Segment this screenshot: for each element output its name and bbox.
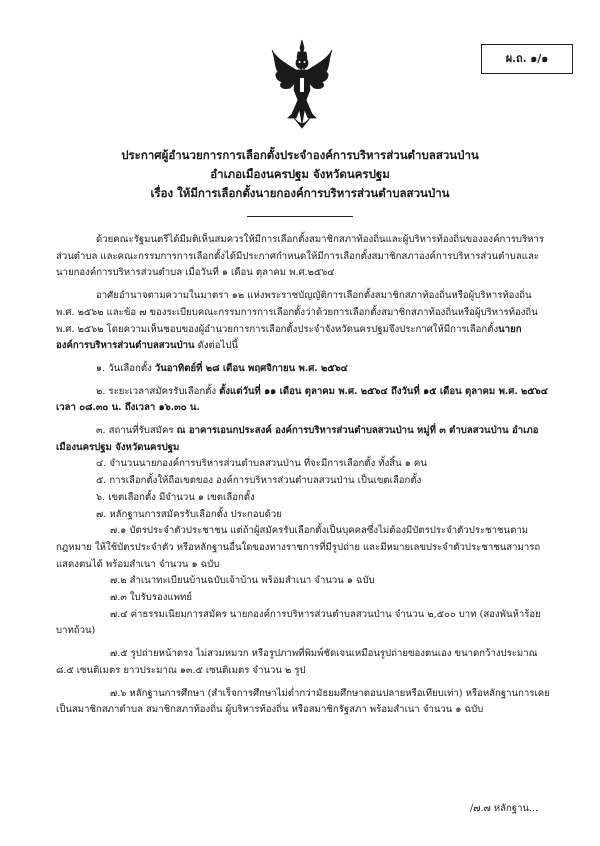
list-item <box>56 423 551 456</box>
list-item <box>56 456 551 473</box>
announcement-title <box>0 146 600 203</box>
title-line-1: ประกาศผู้อำนวยการการเลือกตั้งประจำองค์การบริหารส่วนตำบลสวนป่าน <box>121 148 479 162</box>
title-line-3: เรื่อง ให้มีการเลือกตั้งนายกองค์การบริหารส่วนตำบลสวนป่าน <box>150 186 450 200</box>
subitem-7-2: ๗.๒ สำเนาทะเบียนบ้านฉบับเจ้าบ้าน พร้อมสำเนา จำนวน ๑ ฉบับ <box>110 575 375 587</box>
intro-paragraph-2-tail: ดังต่อไปนี้ <box>194 340 238 352</box>
garuda-emblem-icon <box>270 38 334 130</box>
subitem-7-4: ๗.๔ ค่าธรรมเนียมการสมัคร นายกองค์การบริหารส่วนตำบลสวนป่าน จำนวน ๒,๕๐๐ บาท (สองพันห้าร้อยบาทถ้วน) <box>56 608 541 637</box>
title-divider <box>247 216 353 217</box>
intro-paragraph-2-text: อาศัยอำนาจตามความในมาตรา ๑๒ แห่งพระราชบัญญัติการเลือกตั้งสมาชิกสภาท้องถิ่นหรือผู้บริหารท้องถิ่น พ.ศ. ๒๕๖๒ และข้อ ๗ ของระเบียบคณะกรรมการการเลือกตั้งว่าด้วยการเลือกตั้งสมาชิกสภาท้องถิ่นหรือผู้บริหารท้องถิ่น พ.ศ. ๒๕๖๒ โดยความเห็นชอบของผู้อำนวยการการเลือกตั้งประจำจังหวัดนครปฐมจึงประกาศให้มีการเลือกตั้ง <box>56 290 538 335</box>
subitem-7-3: ๗.๓ ใบรับรองแพทย์ <box>110 592 192 604</box>
intro-paragraph-2 <box>56 288 551 355</box>
item-4-text: ๔. จำนวนนายกองค์การบริหารส่วนตำบลสวนป่าน ที่จะมีการเลือกตั้ง ทั้งสิ้น ๑ คน <box>96 458 427 470</box>
list-item <box>56 384 551 417</box>
item-6-text: ๖. เขตเลือกตั้ง มีจำนวน ๑ เขตเลือกตั้ง <box>96 491 255 503</box>
item-7-text: ๗. หลักฐานการสมัครรับเลือกตั้ง ประกอบด้วย <box>96 508 282 520</box>
item-5-text: ๕. การเลือกตั้งให้ถือเขตของ องค์การบริหารส่วนตำบลสวนป่าน เป็นเขตเลือกตั้ง <box>96 475 422 487</box>
announcement-body <box>56 232 551 719</box>
item-3-text: ๓. สถานที่รับสมัคร <box>96 425 177 437</box>
subitem-7-1: ๗.๑ บัตรประจำตัวประชาชน แต่ถ้าผู้สมัครรับเลือกตั้งเป็นบุคคลซึ่งไม่ต้องมีบัตรประจำตัวประชาชนตามกฎหมาย ให้ใช้บัตรประจำตัว หรือหลักฐานอื่นใดของทางราชการที่มีรูปถ่าย และมีหมายเลขประจำตัวประชาชนสามารถแสดงตนได้ พร้อมสำเนา จำนวน ๑ ฉบับ <box>56 525 541 570</box>
subitem-7-5: ๗.๕ รูปถ่ายหน้าตรง ไม่สวมหมวก หรือรูปภาพที่พิมพ์ชัดเจนเหมือนรูปถ่ายของตนเอง ขนาดกว้างประมาณ ๘.๕ เซนติเมตร ยาวประมาณ ๑๓.๕ เซนติเมตร จำนวน ๒ รูป <box>56 648 538 676</box>
continued-reference: /๗.๗ หลักฐาน... <box>470 803 539 814</box>
list-item <box>56 490 551 507</box>
item-2-bold: ตั้งแต่วันที่ ๑๑ เดือน ตุลาคม พ.ศ. ๒๕๖๔ ถึงวันที่ ๑๕ เดือน ตุลาคม พ.ศ. ๒๕๖๔ เวลา ๐๘.๓๐ น. ถึงเวลา ๑๖.๓๐ น. <box>56 385 548 414</box>
title-line-2: อำเภอเมืองนครปฐม จังหวัดนครปฐม <box>210 167 390 181</box>
list-item <box>56 507 551 524</box>
list-item <box>56 361 551 378</box>
intro-paragraph-2-bold: นายกองค์การบริหารส่วนตำบลสวนป่าน <box>56 323 522 352</box>
intro-paragraph-1: ด้วยคณะรัฐมนตรีได้มีมติเห็นสมควรให้มีการเลือกตั้งสมาชิกสภาท้องถิ่นและผู้บริหารท้องถิ่นขององค์การบริหารส่วนตำบล และคณะกรรมการการเลือกตั้งได้มีประกาศกำหนดให้มีการเลือกตั้งสมาชิกสภาองค์การบริหารส่วนตำบลและนายกองค์การบริหารส่วนตำบล เมื่อวันที่ ๑ เดือน ตุลาคม พ.ศ.๒๕๖๔ <box>56 234 544 279</box>
item-1-text: ๑. วันเลือกตั้ง <box>96 362 155 374</box>
form-code-box: ผ.ถ. ๑/๑ <box>481 44 573 74</box>
list-item <box>56 473 551 490</box>
item-3-bold: ณ อาคารเอนกประสงค์ องค์การบริหารส่วนตำบลสวนป่าน หมู่ที่ ๓ ตำบลสวนป่าน อำเภอเมืองนครปฐม จังหวัดนครปฐม <box>56 425 539 453</box>
item-2-text: ๒. ระยะเวลาสมัครรับเลือกตั้ง <box>96 385 220 397</box>
item-1-bold: วันอาทิตย์ที่ ๒๘ เดือน พฤศจิกายน พ.ศ. ๒๕๖๔ <box>154 362 348 374</box>
subitem-7-6: ๗.๖ หลักฐานการศึกษา (สำเร็จการศึกษาไม่ต่ำกว่ามัธยมศึกษาตอนปลายหรือเทียบเท่า) หรือหลักฐานการเคยเป็นสมาชิกสภาตำบล สมาชิกสภาท้องถิ่น ผู้บริหารท้องถิ่น หรือสมาชิกรัฐสภา พร้อมสำเนา จำนวน ๑ ฉบับ <box>56 687 550 716</box>
